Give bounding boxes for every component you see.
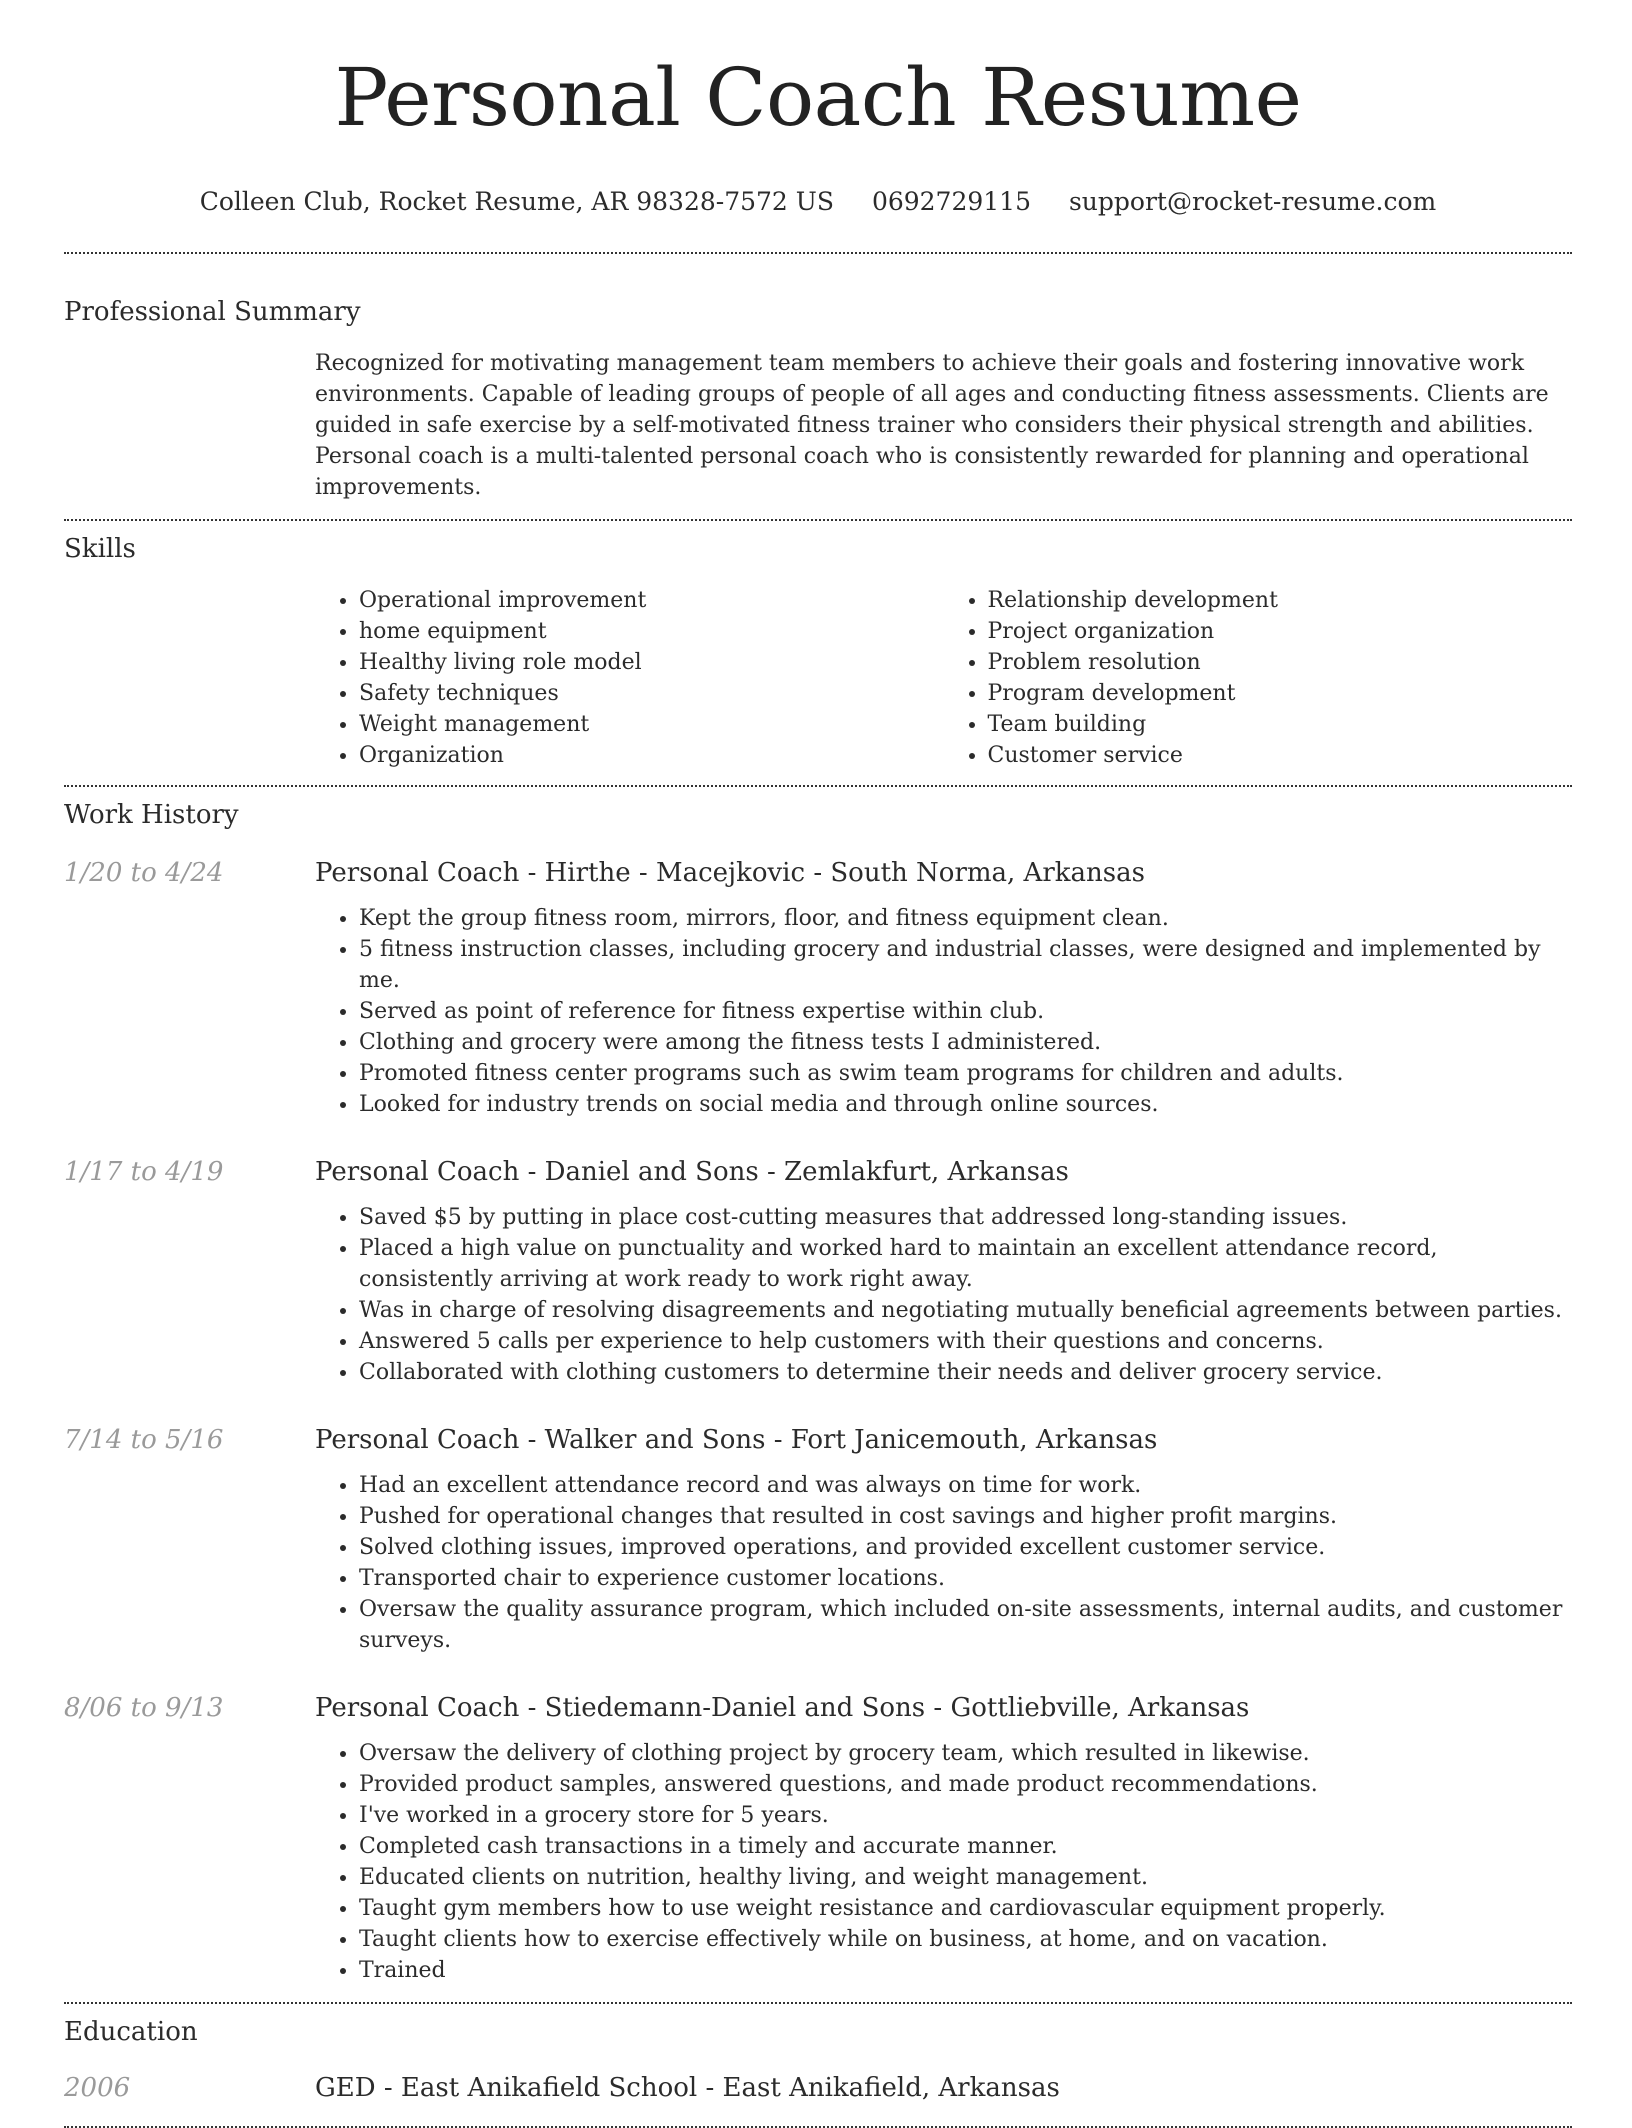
job-bullet: • Trained — [359, 1955, 1572, 1986]
job-entry — [64, 1690, 1572, 1986]
job-bullet: • I've worked in a grocery store for 5 years. — [359, 1800, 1572, 1831]
work-section — [64, 797, 1572, 1986]
job-bullets — [315, 1202, 1572, 1388]
work-heading: Work History — [64, 800, 239, 830]
job-title: Personal Coach - Daniel and Sons - Zemlakfurt, Arkansas — [315, 1157, 1069, 1187]
job-bullet: • Educated clients on nutrition, healthy living, and weight management. — [359, 1862, 1572, 1893]
job-bullet: • Collaborated with clothing customers to determine their needs and deliver grocery service. — [359, 1357, 1572, 1388]
job-bullets — [315, 1738, 1572, 1986]
resume-page — [64, 0, 1572, 2128]
education-date: 2006 — [64, 2073, 131, 2103]
divider — [64, 252, 1572, 254]
job-bullet: • Looked for industry trends on social media and through online sources. — [359, 1089, 1572, 1120]
skill-item: • Customer service — [988, 740, 1573, 771]
skill-item: • Problem resolution — [988, 647, 1573, 678]
page-title: Personal Coach Resume — [334, 51, 1302, 144]
job-bullets — [315, 903, 1572, 1120]
skill-item: • Relationship development — [988, 585, 1573, 616]
education-heading: Education — [64, 2017, 198, 2047]
skills-left-column — [315, 585, 944, 771]
job-bullet: • Oversaw the delivery of clothing project by grocery team, which resulted in likewise. — [359, 1738, 1572, 1769]
job-bullet: • Served as point of reference for fitness expertise within club. — [359, 996, 1572, 1027]
job-bullet: • Transported chair to experience customer locations. — [359, 1563, 1572, 1594]
job-date: 8/06 to 9/13 — [64, 1693, 224, 1723]
job-bullet: • Answered 5 calls per experience to help customers with their questions and concerns. — [359, 1326, 1572, 1357]
job-bullet: • Taught gym members how to use weight resistance and cardiovascular equipment properly. — [359, 1893, 1572, 1924]
contact-phone: 0692729115 — [871, 187, 1031, 216]
summary-heading: Professional Summary — [64, 297, 361, 327]
divider — [64, 2002, 1572, 2004]
job-date: 7/14 to 5/16 — [64, 1425, 224, 1455]
job-title: Personal Coach - Stiedemann-Daniel and Sons - Gottliebville, Arkansas — [315, 1693, 1250, 1723]
divider — [64, 785, 1572, 787]
job-bullet: • Clothing and grocery were among the fitness tests I administered. — [359, 1027, 1572, 1058]
job-date: 1/20 to 4/24 — [64, 858, 224, 888]
job-entry — [64, 1422, 1572, 1656]
job-date: 1/17 to 4/19 — [64, 1157, 224, 1187]
education-title: GED - East Anikafield School - East Anikafield, Arkansas — [315, 2073, 1060, 2103]
job-bullet: • Oversaw the quality assurance program, which included on-site assessments, internal audits, and customer surveys. — [359, 1594, 1572, 1656]
skill-item: • home equipment — [359, 616, 944, 647]
skill-item: • Operational improvement — [359, 585, 944, 616]
contact-address: Colleen Club, Rocket Resume, AR 98328-7572 US — [199, 187, 834, 216]
skill-item: • Program development — [988, 678, 1573, 709]
job-bullets — [315, 1470, 1572, 1656]
skill-item: • Organization — [359, 740, 944, 771]
divider — [64, 519, 1572, 521]
job-bullet: • 5 fitness instruction classes, including grocery and industrial classes, were designed and implemented by me. — [359, 934, 1572, 996]
job-bullet: • Solved clothing issues, improved operations, and provided excellent customer service. — [359, 1532, 1572, 1563]
contact-email: support@rocket-resume.com — [1068, 187, 1437, 216]
job-bullet: • Placed a high value on punctuality and worked hard to maintain an excellent attendance record, consistently arriving at work ready to work right away. — [359, 1233, 1572, 1295]
skills-heading: Skills — [64, 534, 136, 564]
education-section — [64, 2014, 1572, 2106]
job-bullet: • Pushed for operational changes that resulted in cost savings and higher profit margins. — [359, 1501, 1572, 1532]
job-bullet: • Completed cash transactions in a timely and accurate manner. — [359, 1831, 1572, 1862]
skills-section — [64, 531, 1572, 771]
contact-line — [64, 182, 1572, 222]
job-bullet: • Promoted fitness center programs such as swim team programs for children and adults. — [359, 1058, 1572, 1089]
skills-list — [315, 585, 1572, 771]
skills-right-column — [944, 585, 1573, 771]
summary-section — [64, 294, 1572, 503]
job-title: Personal Coach - Hirthe - Macejkovic - South Norma, Arkansas — [315, 858, 1145, 888]
job-bullet: • Saved $5 by putting in place cost-cutting measures that addressed long-standing issues. — [359, 1202, 1572, 1233]
skill-item: • Healthy living role model — [359, 647, 944, 678]
skill-item: • Project organization — [988, 616, 1573, 647]
job-entry — [64, 855, 1572, 1120]
job-title: Personal Coach - Walker and Sons - Fort Janicemouth, Arkansas — [315, 1425, 1158, 1455]
skill-item: • Weight management — [359, 709, 944, 740]
skill-item: • Team building — [988, 709, 1573, 740]
job-entry — [64, 1154, 1572, 1388]
job-bullet: • Provided product samples, answered questions, and made product recommendations. — [359, 1769, 1572, 1800]
job-bullet: • Had an excellent attendance record and was always on time for work. — [359, 1470, 1572, 1501]
education-entry — [64, 2070, 1572, 2106]
job-bullet: • Taught clients how to exercise effectively while on business, at home, and on vacation. — [359, 1924, 1572, 1955]
summary-text: Recognized for motivating management team members to achieve their goals and fostering innovative work environments. Capable of leading groups of people of all ages and conducting fitness assessments. Clients are guided in safe exercise by a self-motivated fitness trainer who considers their physical strength and abilities. Personal coach is a multi-talented personal coach who is consistently rewarded for planning and operational improvements. — [315, 351, 1549, 500]
job-bullet: • Kept the group fitness room, mirrors, floor, and fitness equipment clean. — [359, 903, 1572, 934]
job-bullet: • Was in charge of resolving disagreements and negotiating mutually beneficial agreements between parties. — [359, 1295, 1572, 1326]
skill-item: • Safety techniques — [359, 678, 944, 709]
